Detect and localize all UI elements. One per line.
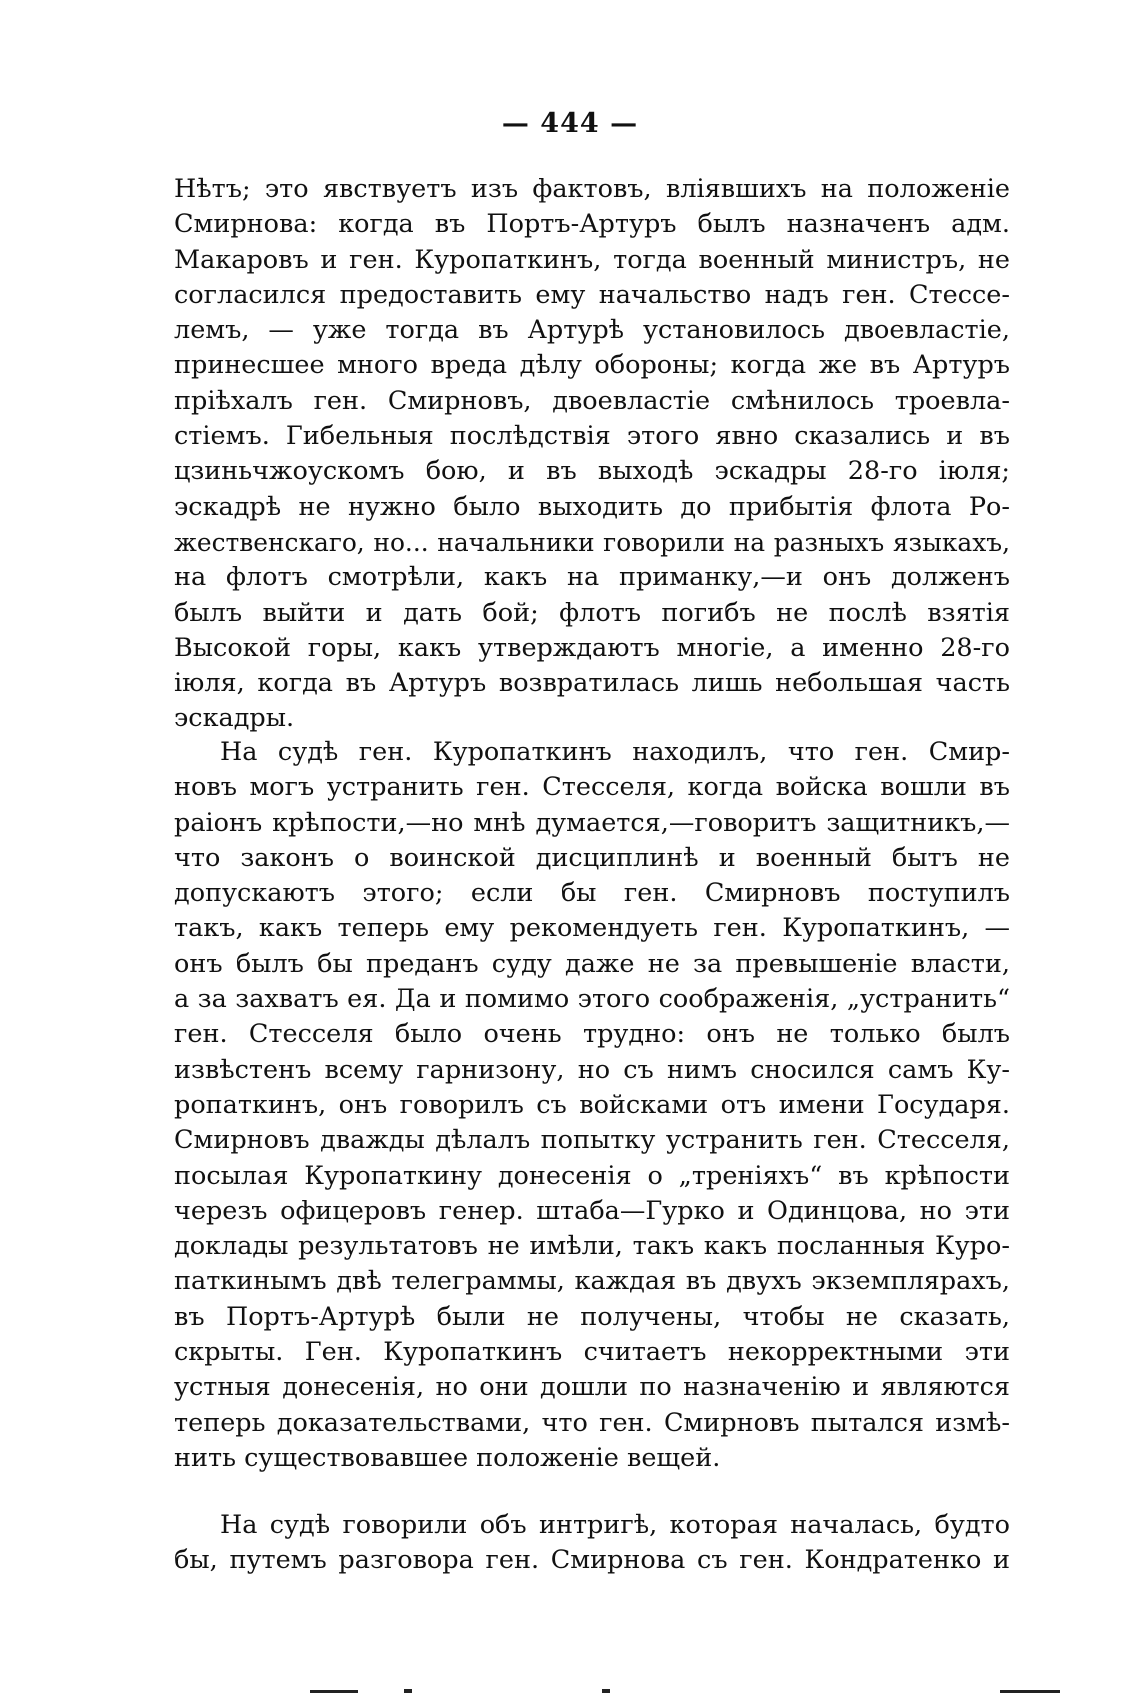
text-line: эскадрѣ не нужно было выходить до прибытія флота Ро- [174,491,1010,522]
text-line: устныя донесенія, но они дошли по назначенію и являются [174,1372,1010,1403]
text-line: Высокой горы, какъ утверждаютъ многіе, а именно 28-го [174,632,1010,663]
scan-mark [602,1689,610,1693]
text-line: ген. Стесселя было очень трудно: онъ не только былъ [174,1019,1010,1050]
text-line: былъ выйти и дать бой; флотъ погибъ не послѣ взятія [174,597,1010,628]
text-line: въ Портъ-Артурѣ были не получены, чтобы не сказать, [174,1301,1010,1332]
text-line: цзиньчжоускомъ бою, и въ выходѣ эскадры 28-го іюля; [174,456,1010,487]
text-line: посылая Куропаткину донесенія о „треніяхъ“ въ крѣпости [174,1160,1010,1191]
text-line: пріѣхалъ ген. Смирновъ, двоевластіе смѣнилось троевла- [174,385,1010,416]
text-line: такъ, какъ теперь ему рекомендуеть ген. Куропаткинъ, — [174,913,1010,944]
scan-mark [404,1689,412,1693]
text-line: на флотъ смотрѣли, какъ на приманку,—и онъ долженъ [174,562,1010,593]
text-line: стіемъ. Гибельныя послѣдствія этого явно сказались и въ [174,421,1010,452]
text-line: допускаютъ этого; если бы ген. Смирновъ поступилъ [174,878,1010,909]
scan-mark [1000,1690,1060,1693]
text-line: бы, путемъ разговора ген. Смирнова съ ген. Кондратенко и [174,1545,1010,1576]
paragraph-1 [174,172,1010,737]
text-line: новъ могъ устранить ген. Стесселя, когда войска вошли въ [174,772,1010,803]
text-line: Макаровъ и ген. Куропаткинъ, тогда военный министръ, не [174,244,1010,275]
text-line: черезъ офицеровъ генер. штаба—Гурко и Одинцова, но эти [174,1195,1010,1226]
text-line: что законъ о воинской дисциплинѣ и военный бытъ не [174,842,1010,873]
scan-mark [310,1690,358,1693]
text-line: теперь доказательствами, что ген. Смирновъ пытался измѣ- [174,1407,1010,1438]
text-line: жественскаго, но... начальники говорили на разныхъ языкахъ, [174,527,1010,557]
text-line: нить существовавшее положеніе вещей. [174,1442,721,1473]
text-line: эскадры. [174,703,295,734]
text-line: Смирновъ дважды дѣлалъ попытку устранить ген. Стесселя, [174,1125,1010,1156]
text-line: іюля, когда въ Артуръ возвратилась лишь небольшая часть [174,668,1010,699]
text-line: а за захватъ ея. Да и помимо этого соображенія, „устранить“ [174,984,1010,1015]
text-line: онъ былъ бы преданъ суду даже не за превышеніе власти, [174,948,1010,979]
text-line: Смирнова: когда въ Портъ-Артуръ былъ назначенъ адм. [174,209,1010,240]
text-line: скрыты. Ген. Куропаткинъ считаетъ некорректными эти [174,1337,1010,1368]
text-line: извѣстенъ всему гарнизону, но съ нимъ сносился самъ Ку- [174,1054,1010,1085]
text-line: На судѣ говорили объ интригѣ, которая началась, будто [220,1510,1010,1540]
page-number: — 444 — [501,108,639,139]
text-line: раіонъ крѣпости,—но мнѣ думается,—говоритъ защитникъ,— [174,807,1010,838]
text-line: принесшее много вреда дѣлу обороны; когда же въ Артуръ [174,350,1010,381]
paragraph-3 [174,1508,1010,1579]
text-line: согласился предоставить ему начальство надъ ген. Стессе- [174,279,1010,310]
text-line: паткинымъ двѣ телеграммы, каждая въ двухъ экземплярахъ, [174,1266,1010,1297]
text-line: Нѣтъ; это явствуетъ изъ фактовъ, вліявшихъ на положеніе [174,174,1010,204]
text-line: На судѣ ген. Куропаткинъ находилъ, что ген. Смир- [220,737,1010,767]
text-line: доклады результатовъ не имѣли, такъ какъ посланныя Куро- [174,1231,1010,1262]
paragraph-2 [174,735,1010,1476]
text-line: ропаткинъ, онъ говорилъ съ войсками отъ имени Государя. [174,1089,1010,1120]
text-line: лемъ, — уже тогда въ Артурѣ установилось двоевластіе, [174,315,1010,346]
